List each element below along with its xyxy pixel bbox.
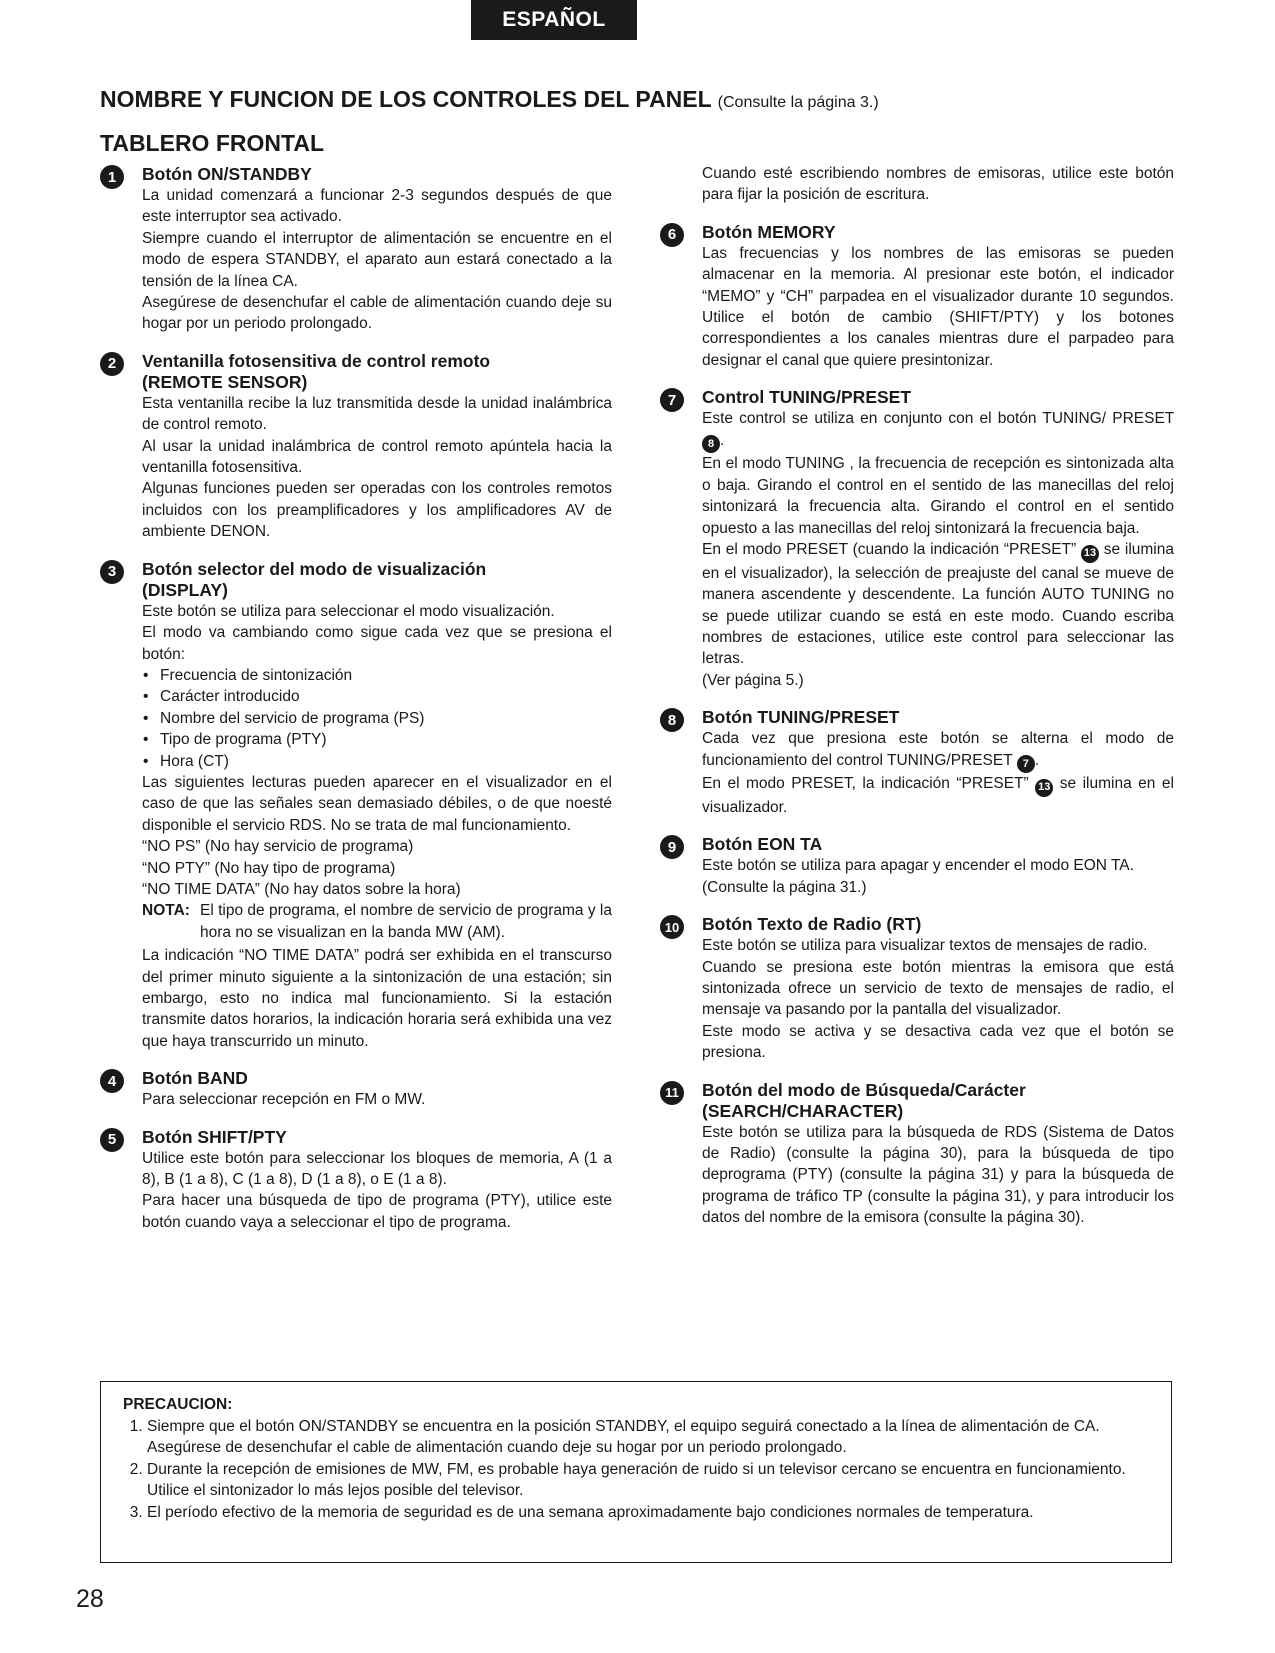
item-title: Botón MEMORY [702, 221, 836, 242]
caution-title: PRECAUCION: [123, 1396, 233, 1413]
caution-item [147, 1416, 1149, 1459]
item-body [142, 393, 612, 543]
page-title [100, 86, 879, 113]
item-body [702, 1122, 1174, 1229]
item-title: Botón BAND [142, 1068, 248, 1089]
item-3 [100, 559, 612, 1053]
item-text: Este botón se utiliza para la búsqueda de RDS (Sistema de Datos de Radio) (consulte la página 30), para la búsqueda de tipo deprograma (PTY) (consulte la página 31) y para la búsqueda de programa de tráfico TP (consulte la página 31), y para introducir los datos del nombre de la emisora (consulte la página 30). [702, 1123, 1174, 1227]
item-number-badge: 6 [660, 223, 684, 247]
item-text: Cuando esté escribiendo nombres de emisoras, utilice este botón para fijar la posición de escritura. [702, 165, 1174, 204]
item-body [702, 243, 1174, 371]
caution-text: Asegúrese de desenchufar el cable de alimentación cuando deje su hogar por un periodo prolongado. [147, 1439, 847, 1457]
item-title-line-2: (SEARCH/CHARACTER) [702, 1100, 904, 1121]
item-text: La indicación “NO TIME DATA” podrá ser exhibida en el transcurso del primer minuto siguiente a la sintonización de una estación; sin embargo, esto no indica mal funcionamiento. Si la estación transmite datos horarios, la indicación horaria será exhibida una vez que haya transcurrido un minuto. [142, 947, 612, 1050]
item-10 [660, 914, 1174, 1063]
item-title: Botón SHIFT/PTY [142, 1126, 287, 1147]
item-body [702, 935, 1174, 1063]
caution-text: 2. Durante la recepción de emisiones de MW, FM, es probable haya generación de ruido si un televisor cercano se encuentra en funcionamiento. Utilice el sintonizador lo más lejos posible del televisor. [147, 1460, 1126, 1500]
item-text [702, 539, 1174, 670]
item-text: Para seleccionar recepción en FM o MW. [142, 1091, 426, 1109]
caution-text: 1. Siempre que el botón ON/STANDBY se encuentra en la posición STANDBY, el equipo seguirá conectado a la línea de alimentación de CA. [147, 1418, 1100, 1435]
list-item: • Tipo de programa (PTY) [160, 729, 612, 750]
language-tab: ESPAÑOL [471, 0, 637, 40]
item-text: Este modo se activa y se desactiva cada vez que el botón se presiona. [702, 1022, 1174, 1062]
item-body [702, 728, 1174, 818]
note [142, 900, 612, 943]
item-text: Esta ventanilla recibe la luz transmitida desde la unidad inalámbrica de control remoto. [142, 394, 612, 434]
item-number-badge: 11 [660, 1081, 684, 1105]
item-text-part: Cada vez que presiona este botón se alterna el modo de funcionamiento del control TUNING/PRESET [702, 730, 1174, 769]
item-text-part: En el modo PRESET, la indicación “PRESET” [702, 775, 1029, 793]
item-text: “NO PTY” (No hay tipo de programa) [142, 859, 396, 877]
item-text: (Ver página 5.) [702, 671, 804, 689]
item-text: Al usar la unidad inalámbrica de control remoto apúntela hacia la ventanilla fotosensitiva. [142, 437, 612, 477]
caution-box [100, 1381, 1172, 1563]
item-6 [660, 222, 1174, 371]
item-text: Asegúrese de desenchufar el cable de alimentación cuando deje su hogar por un periodo prolongado. [142, 294, 612, 333]
item-body [702, 408, 1174, 691]
item-text [702, 773, 1174, 818]
item-title-line-2: (REMOTE SENSOR) [142, 371, 308, 392]
item-number-badge: 4 [100, 1069, 124, 1093]
list-item: • Carácter introducido [160, 686, 612, 707]
item-text: “NO TIME DATA” (No hay datos sobre la hora) [142, 880, 461, 898]
item-text: Este botón se utiliza para seleccionar el modo visualización. [142, 602, 555, 620]
item-title: Botón selector del modo de visualización [142, 558, 487, 579]
display-mode-list [142, 665, 612, 772]
section-title: TABLERO FRONTAL [100, 130, 325, 156]
item-text: En el modo TUNING , la frecuencia de recepción es sintonizada alta o baja. Girando el control en el sentido de las manecillas del reloj sintonizará la frecuencia alta. Girando el control en el sentido opuesto a las manecillas del reloj sintonizará la frecuencia baja. [702, 455, 1174, 537]
item-5-continuation [702, 163, 1174, 206]
item-text: Algunas funciones pueden ser operadas con los controles remotos incluidos con los preamplificadores y los amplificadores AV de ambiente DENON. [142, 480, 612, 541]
item-8 [660, 707, 1174, 818]
item-text-part: se ilumina en el visualizador. [702, 775, 1174, 816]
list-item: • Nombre del servicio de programa (PS) [160, 708, 612, 729]
item-number-badge: 7 [660, 388, 684, 412]
item-5 [100, 1127, 612, 1234]
reference-number-icon: 8 [702, 435, 720, 453]
item-text: Este control se utiliza en conjunto con el botón TUNING/ PRESET 8 . [702, 408, 1174, 453]
caution-list [123, 1416, 1149, 1523]
note-label: NOTA: [142, 902, 190, 920]
item-text-part: Este control se utiliza en conjunto con el botón TUNING/ PRESET [702, 410, 1174, 428]
item-text: Cada vez que presiona este botón se alterna el modo de funcionamiento del control TUNING/PRESET 7 . [702, 728, 1174, 773]
reference-number-icon: 13 [1081, 545, 1099, 563]
item-text: Siempre cuando el interruptor de alimentación se encuentre en el modo de espera STANDBY, el aparato aun estará conectado a la tensión de la línea CA. [142, 229, 612, 290]
item-11 [660, 1080, 1174, 1229]
caution-text: 3. El período efectivo de la memoria de seguridad es de una semana aproximadamente bajo condiciones normales de temperatura. [147, 1503, 1034, 1521]
item-number-badge: 5 [100, 1128, 124, 1152]
item-text: (Consulte la página 31.) [702, 878, 867, 896]
item-number-badge: 10 [660, 915, 684, 939]
right-column [660, 163, 1174, 1245]
left-column [100, 164, 612, 1249]
item-title: Control TUNING/PRESET [702, 387, 912, 408]
caution-item [147, 1502, 1149, 1523]
reference-number-icon: 13 [1035, 779, 1053, 797]
item-title: Botón EON TA [702, 834, 823, 855]
item-text: Este botón se utiliza para visualizar textos de mensajes de radio. [702, 937, 1148, 955]
item-title-line-2: (DISPLAY) [142, 579, 228, 600]
item-text: El modo va cambiando como sigue cada vez que se presiona el botón: [142, 624, 612, 663]
item-title: Ventanilla fotosensitiva de control remoto [142, 350, 491, 371]
page-number: 28 [76, 1585, 104, 1613]
page-title-text: NOMBRE Y FUNCION DE LOS CONTROLES DEL PANEL [100, 86, 712, 112]
item-text: Este botón se utiliza para apagar y encender el modo EON TA. [702, 857, 1134, 875]
reference-number-icon: 7 [1017, 755, 1035, 773]
item-number-badge: 3 [100, 560, 124, 584]
item-2 [100, 351, 612, 543]
item-text: Utilice este botón para seleccionar los bloques de memoria, A (1 a 8), B (1 a 8), C (1 a 8), D (1 a 8), o E (1 a 8). [142, 1149, 612, 1189]
note-text: El tipo de programa, el nombre de servicio de programa y la hora no se visualizan en la banda MW (AM). [200, 902, 612, 941]
item-number-badge: 9 [660, 835, 684, 859]
item-body [142, 1089, 612, 1110]
item-title: Botón del modo de Búsqueda/Carácter [702, 1079, 1026, 1100]
item-number-badge: 1 [100, 165, 124, 189]
item-number-badge: 2 [100, 352, 124, 376]
item-text: Las frecuencias y los nombres de las emisoras se pueden almacenar en la memoria. Al presionar este botón, el indicador “MEMO” y “CH” parpadea en el visualizador durante 10 segundos. Utilice el botón de cambio (SHIFT/PTY) y los botones correspondientes a los canales mientras dure el parpadeo para designar el canal que quiere presintonizar. [702, 244, 1174, 369]
item-4 [100, 1068, 612, 1110]
page-title-reference: (Consulte la página 3.) [717, 94, 879, 111]
item-text: Las siguientes lecturas pueden aparecer en el visualizador en el caso de que las señales sean demasiado débiles, o de que noesté disponible el servicio RDS. No se trata de mal funcionamiento. [142, 773, 612, 834]
item-text-part: se ilumina en el visualizador), la selección de preajuste del canal se mueve de manera ascendente y descendente. La función AUTO TUNING no se puede utilizar cuando se está en este modo. Cuando escriba nombres de estaciones, utilice este control para seleccionar las letras. [702, 540, 1174, 668]
item-text: Para hacer una búsqueda de tipo de programa (PTY), utilice este botón cuando vaya a seleccionar el tipo de programa. [142, 1192, 612, 1231]
caution-item [147, 1459, 1149, 1502]
item-title: Botón ON/STANDBY [142, 164, 312, 184]
list-item: • Hora (CT) [160, 751, 612, 772]
item-body [142, 1148, 612, 1234]
item-text: “NO PS” (No hay servicio de programa) [142, 838, 414, 856]
item-1 [100, 164, 612, 335]
item-9 [660, 834, 1174, 898]
item-text: Cuando se presiona este botón mientras la emisora que está sintonizada ofrece un servicio de texto de mensajes de radio, el mensaje va pasando por la pantalla del visualizador. [702, 958, 1174, 1019]
item-body [702, 855, 1174, 898]
item-body [142, 601, 612, 1053]
item-text: La unidad comenzará a funcionar 2-3 segundos después de que este interruptor sea activado. [142, 187, 612, 226]
item-text-part: En el modo PRESET (cuando la indicación “PRESET” [702, 540, 1077, 558]
item-number-badge: 8 [660, 708, 684, 732]
item-7 [660, 387, 1174, 691]
item-title: Botón Texto de Radio (RT) [702, 914, 922, 935]
item-body [142, 185, 612, 335]
item-title: Botón TUNING/PRESET [702, 707, 900, 728]
list-item: • Frecuencia de sintonización [160, 665, 612, 686]
